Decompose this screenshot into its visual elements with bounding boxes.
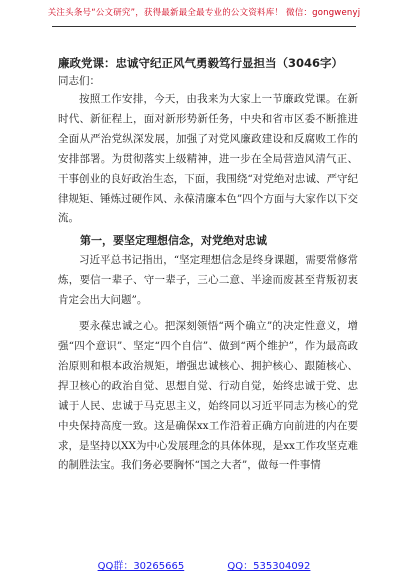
banner-divider	[52, 26, 356, 27]
document-title: 廉政党课：忠诚守纪正风气勇毅笃行显担当（3046字）	[58, 56, 344, 70]
document-body	[58, 54, 358, 476]
qq-contact-link[interactable]: QQ：535304092	[227, 561, 311, 572]
intro-paragraph: 按照工作安排，今天，由我来为大家上一节廉政党课。在新时代、新征程上，面对新形势新任务，中央和省市区委不断推进全面从严治党纵深发展，加强了对党风廉政建设和反腐败工作的安排部署。为贯彻落实上级精神，进一步在全局营造风清气正、干事创业的良好政治生态，下面，我围绕“对党绝对忠诚、严守纪律规矩、锤炼过硬作风、永葆清廉本色”四个方面与大家作以下交流。	[58, 93, 358, 225]
section-heading: 第一，要坚定理想信念，对党绝对忠诚	[80, 234, 267, 248]
footer-contact	[0, 557, 408, 572]
top-banner: 关注头条号“公文研究”，获得最新最全最专业的公文资料库！ 微信：gongwenyj	[47, 8, 361, 18]
qq-group-link[interactable]: QQ群：30265665	[97, 561, 185, 572]
section-paragraph: 习近平总书记指出，“坚定理想信念是终身课题，需要常修常炼，要信一辈子、守一辈子，三心二意、半途而废甚至背叛初衷肯定会出大问题”。	[58, 254, 358, 307]
salutation: 同志们：	[58, 75, 100, 87]
section-paragraph: 要永葆忠诚之心。把深刻领悟“两个确立”的决定性意义，增强“四个意识”、坚定“四个自信”、做到“两个维护”，作为最高政治原则和根本政治规矩，增强忠诚核心、拥护核心、跟随核心、捍卫核心的政治自觉、思想自觉、行动自觉，始终忠诚于党、忠诚于人民、忠诚于马克思主义，始终同以习近平同志为核心的党中央保持高度一致。这是确保xx工作沿着正确方向前进的内在要求，是坚持以XX为中心发展理念的具体体现，是xx工作攻坚克难的制胜法宝。我们务必要胸怀“国之大者”，做每一件事情	[58, 320, 358, 472]
